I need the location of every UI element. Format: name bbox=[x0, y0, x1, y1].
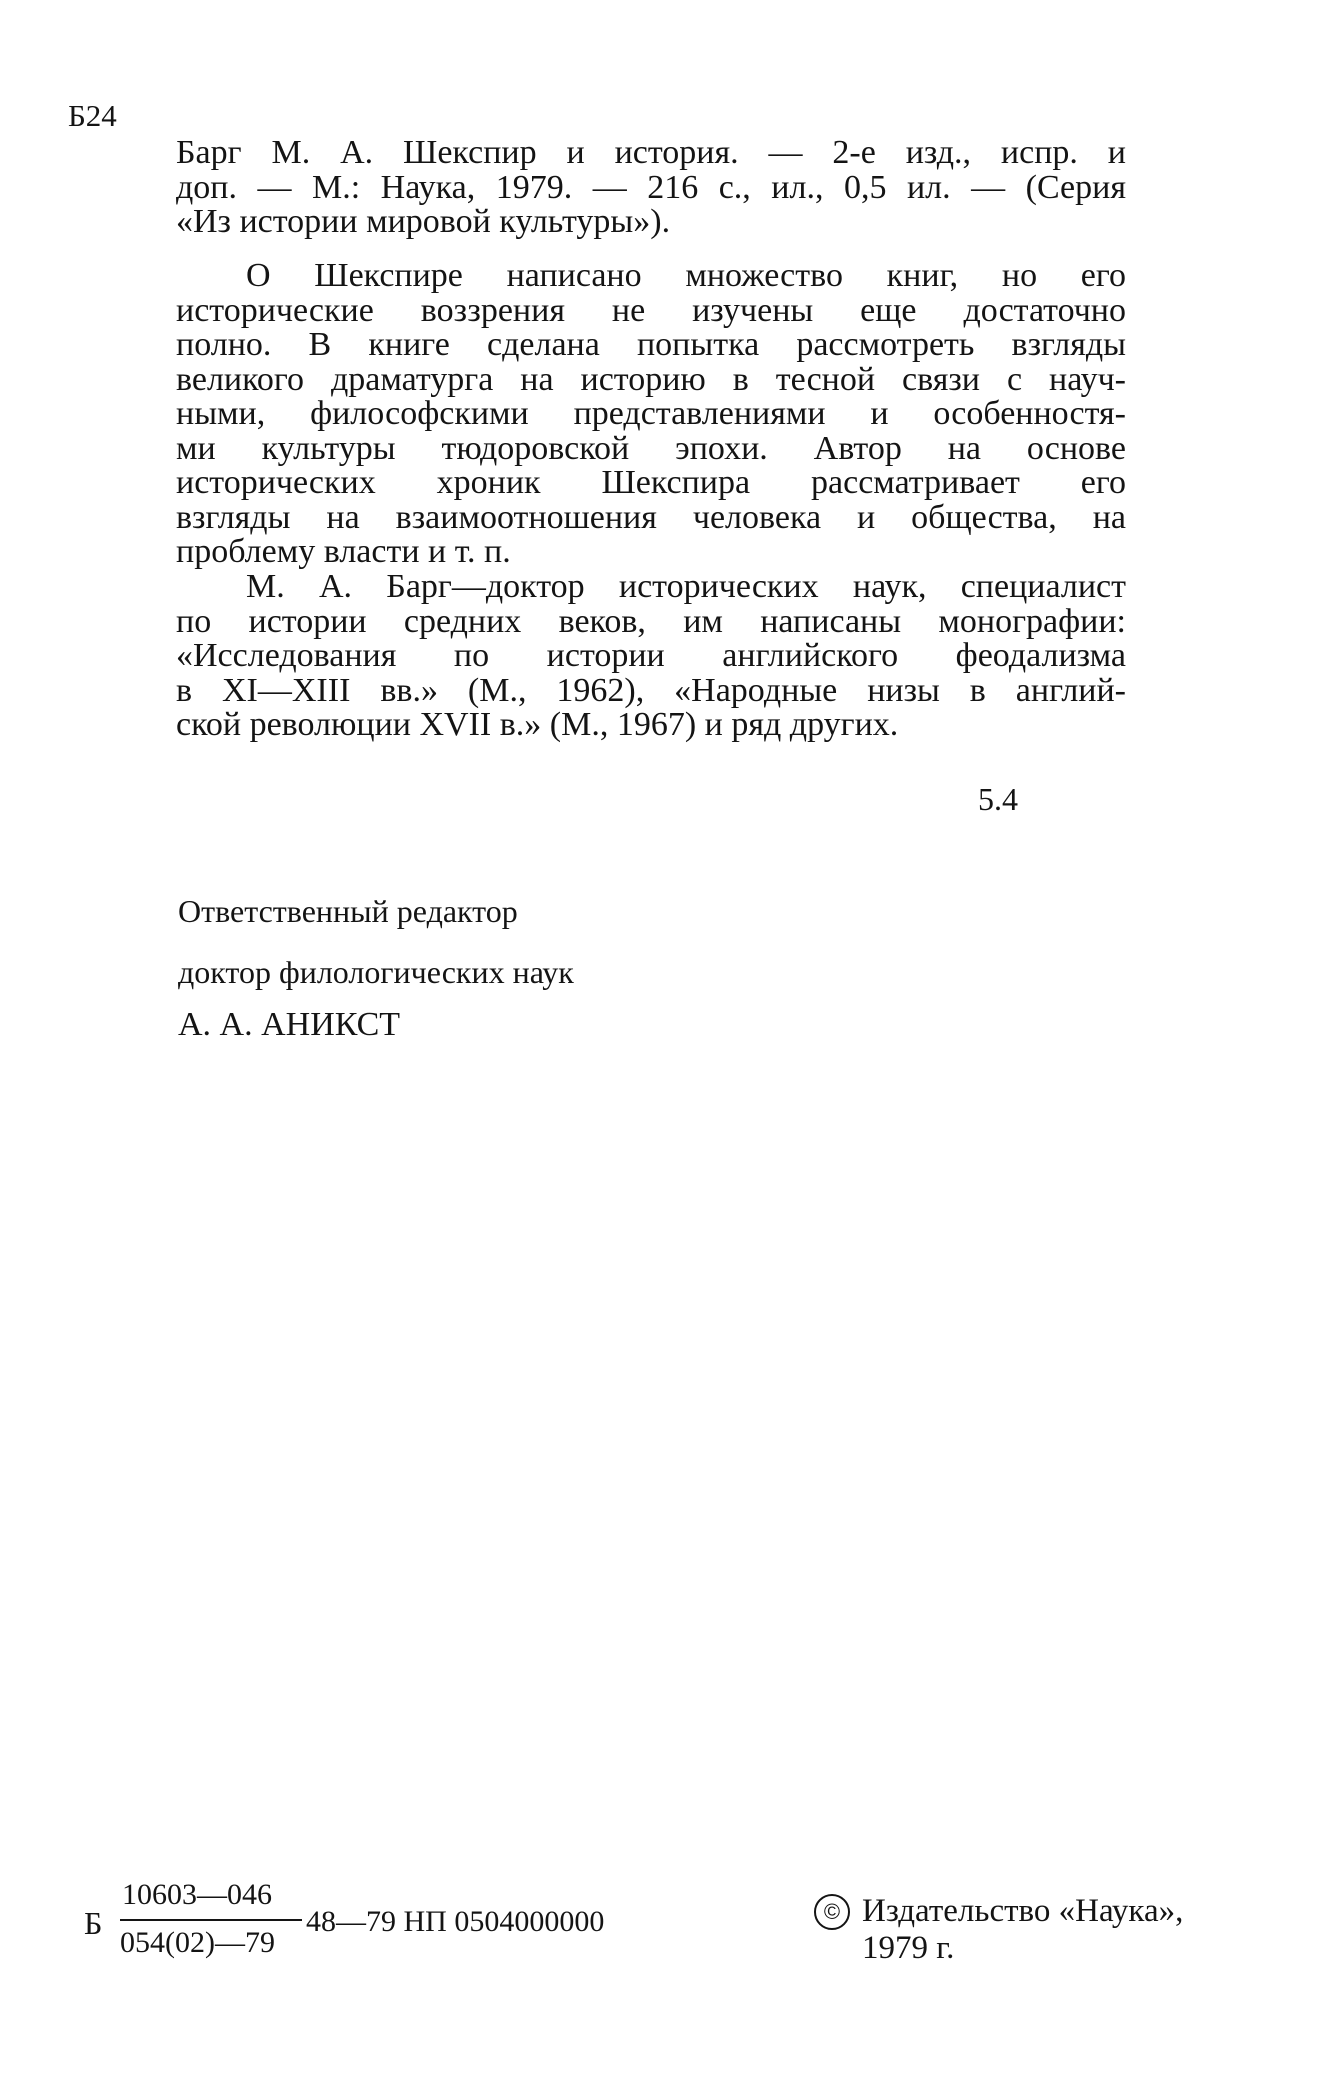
bibliography-line: Барг М. А. Шекспир и история. — 2-е изд., испр. и bbox=[176, 134, 1126, 171]
editor-name: А. А. АНИКСТ bbox=[178, 1006, 401, 1043]
imprint-letter: Б bbox=[84, 1905, 103, 1941]
annotation-paragraph bbox=[176, 259, 1126, 570]
annotation-line: полно. В книге сделана попытка рассмотреть взгляды bbox=[176, 326, 1126, 363]
annotation-line: проблему власти и т. п. bbox=[176, 533, 511, 570]
annotation-line: великого драматурга на историю в тесной связи с науч- bbox=[176, 360, 1126, 398]
bibliography-line: доп. — М.: Наука, 1979. — 216 с., ил., 0,5 ил. — (Серия bbox=[176, 168, 1126, 206]
author-paragraph bbox=[176, 570, 1126, 743]
imprint-fraction-bar bbox=[120, 1919, 302, 1921]
bibliography-line: «Из истории мировой культуры»). bbox=[176, 203, 671, 240]
annotation-line: исторические воззрения не изучены еще достаточно bbox=[176, 291, 1126, 329]
editor-degree: доктор филологических наук bbox=[178, 954, 574, 990]
annotation-line: взгляды на взаимоотношения человека и общества, на bbox=[176, 498, 1126, 536]
author-line: в XI—XIII вв.» (М., 1962), «Народные низы в англий- bbox=[176, 671, 1126, 709]
author-line: по истории средних веков, им написаны монографии: bbox=[176, 602, 1126, 640]
imprint-denominator: 054(02)—79 bbox=[120, 1926, 275, 1959]
copyright-year: 1979 г. bbox=[862, 1930, 955, 1966]
bibliographic-entry bbox=[176, 136, 1126, 240]
annotation-line: ными, философскими представлениями и особенностя- bbox=[176, 395, 1126, 432]
author-line: М. А. Барг—доктор исторических наук, специалист bbox=[246, 568, 1126, 605]
editor-role: Ответственный редактор bbox=[178, 893, 518, 929]
author-line: ской революции XVII в.» (М., 1967) и ряд других. bbox=[176, 706, 899, 743]
classification-code: 5.4 bbox=[978, 781, 1018, 817]
imprint-numerator: 10603—046 bbox=[122, 1878, 272, 1911]
annotation-line: О Шекспире написано множество книг, но его bbox=[246, 257, 1126, 294]
annotation-line: ми культуры тюдоровской эпохи. Автор на основе bbox=[176, 429, 1126, 467]
udc-code: Б24 bbox=[68, 98, 117, 133]
author-line: «Исследования по истории английского феодализма bbox=[176, 637, 1126, 674]
annotation-line: исторических хроник Шекспира рассматривает его bbox=[176, 464, 1126, 501]
copyright-publisher: Издательство «Наука», bbox=[862, 1893, 1184, 1929]
copyright-icon: © bbox=[814, 1894, 850, 1930]
imprint-code: 48—79 НП 0504000000 bbox=[306, 1905, 605, 1938]
